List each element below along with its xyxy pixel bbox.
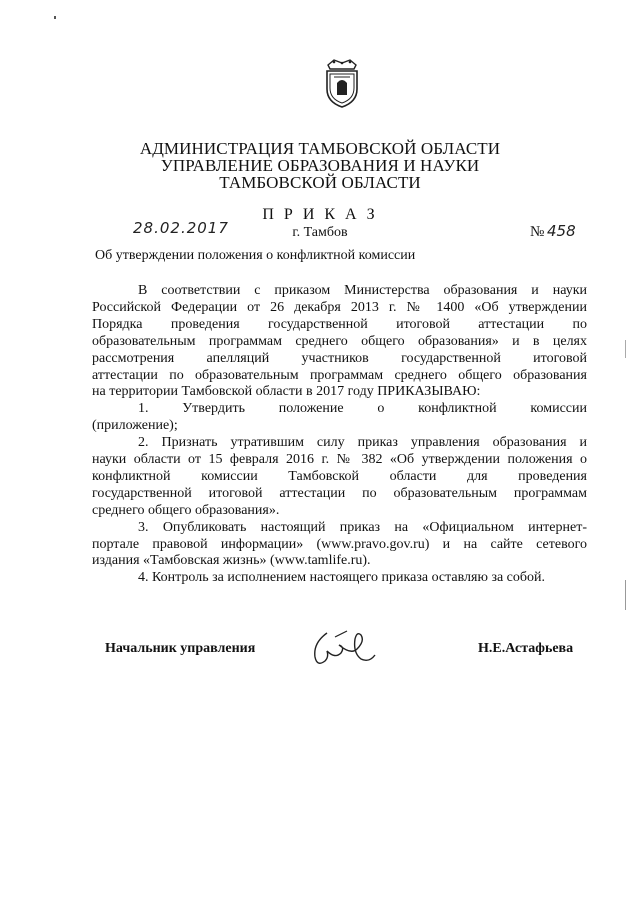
signatory-position: Начальник управления [105,641,256,656]
body-line: Российской Федерации от 26 декабря 2013 г. № 1400 «Об утверждении [92,299,587,315]
body-line: государственной итоговой аттестации по образовательным программам [92,485,587,501]
body-line: аттестации по образовательным программам среднего общего образования [92,367,587,383]
body-line: 3. Опубликовать настоящий приказ на «Официальном интернет- [138,519,587,535]
body-line: науки области от 15 февраля 2016 г. № 382 «Об утверждении положения о [92,452,587,467]
body-line: образовательным программам среднего общего образования» и в целях [92,333,587,349]
body-line: Порядка проведения государственной итоговой аттестации по [92,316,587,332]
body-line: конфликтной комиссии Тамбовской области для проведения [92,468,587,484]
coat-of-arms-emblem [322,57,362,109]
order-city: г. Тамбов [292,225,348,240]
signatory-name: Н.Е.Астафьева [478,641,574,656]
order-date-handwritten: 28.02.2017 [133,219,229,237]
body-line: на территории Тамбовской области в 2017 году ПРИКАЗЫВАЮ: [92,384,481,400]
header-line-3: ТАМБОВСКОЙ ОБЛАСТИ [219,173,421,192]
order-title: П Р И К А З [262,206,378,223]
header-line-2: УПРАВЛЕНИЕ ОБРАЗОВАНИЯ И НАУКИ [160,156,480,175]
body-line: В соответствии с приказом Министерства образования и науки [138,283,587,298]
scan-edge-mark [625,340,626,358]
body-line: издания «Тамбовская жизнь» (www.tamlife.ru). [92,553,371,569]
order-number-label: № [530,224,545,240]
body-line: портале правовой информации» (www.pravo.gov.ru) и на сайте сетевого [92,536,587,552]
body-line: 1. Утвердить положение о конфликтной комиссии [138,401,587,417]
body-line: среднего общего образования». [92,502,280,518]
body-line: рассмотрения апелляций участников государственной итоговой [92,350,587,366]
handwritten-signature [305,625,385,675]
order-subject: Об утверждении положения о конфликтной комиссии [95,248,416,263]
body-line: 2. Признать утратившим силу приказ управления образования и [138,435,587,451]
scan-edge-mark [625,580,626,610]
order-number-handwritten: 458 [547,222,576,240]
body-line: 4. Контроль за исполнением настоящего приказа оставляю за собой. [138,570,546,586]
header-line-1: АДМИНИСТРАЦИЯ ТАМБОВСКОЙ ОБЛАСТИ [139,139,501,158]
scan-speck [54,16,56,19]
body-line: (приложение); [92,418,178,434]
